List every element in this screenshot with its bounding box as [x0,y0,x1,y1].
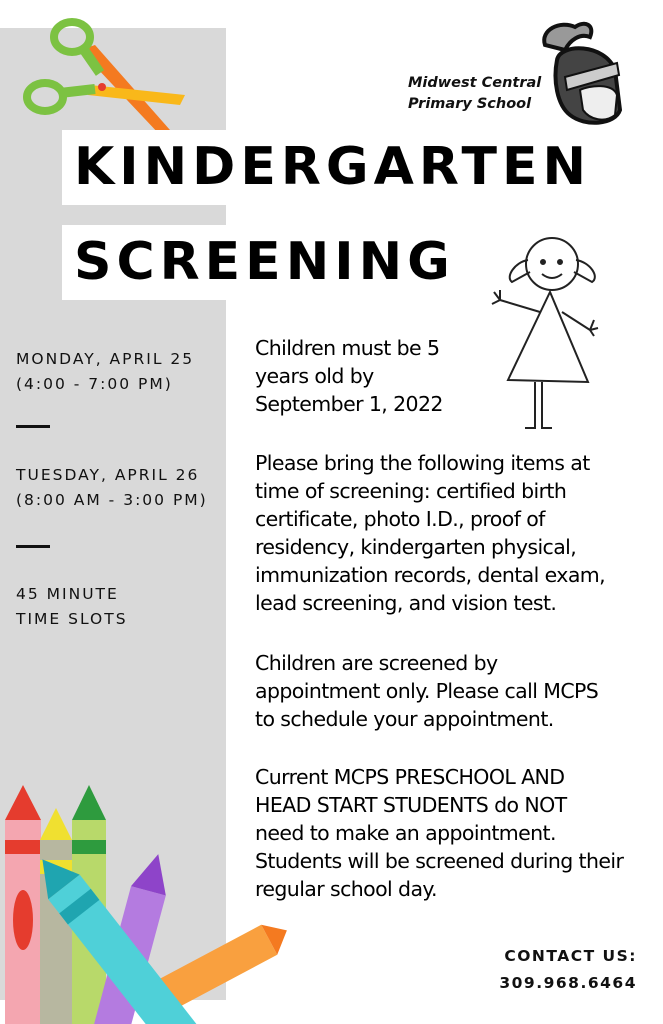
paragraph-preschool [255,763,650,903]
text-line: Students will be screened during their [255,849,624,873]
text-line: Children must be 5 [255,336,440,360]
text-line: certificate, photo I.D., proof of [255,507,545,531]
title-kindergarten: KINDERGARTEN [62,130,602,205]
knight-helmet-logo [535,15,625,130]
schedule-time: (4:00 - 7:00 PM) [16,375,173,393]
schedule-day: MONDAY, APRIL 25 [16,350,195,368]
paragraph-age [255,334,650,418]
text-line: Children are screened by [255,651,498,675]
crayons-illustration [0,780,290,1024]
text-line: years old by [255,364,374,388]
text-line: need to make an appointment. [255,821,556,845]
text-line: residency, kindergarten physical, [255,535,577,559]
contact-phone: 309.968.6464 [499,974,637,992]
text-line: immunization records, dental exam, [255,563,606,587]
scissors-icon [20,15,190,145]
text-line: to schedule your appointment. [255,707,554,731]
schedule-tuesday [16,463,208,513]
schedule-time: TIME SLOTS [16,610,128,628]
school-name-line: Primary School [408,96,532,112]
schedule-monday [16,347,194,397]
text-line: lead screening, and vision test. [255,591,557,615]
text-line: HEAD START STUDENTS do NOT [255,793,567,817]
schedule-time: (8:00 AM - 3:00 PM) [16,491,208,509]
title-screening: SCREENING [62,225,455,300]
schedule-day: 45 MINUTE [16,585,119,603]
schedule-slots [16,582,128,632]
school-name [408,73,541,115]
text-line: Please bring the following items at [255,451,590,475]
divider [16,425,50,428]
divider [16,545,50,548]
paragraph-items [255,449,650,617]
school-name-line: Midwest Central [408,75,542,91]
schedule-day: TUESDAY, APRIL 26 [16,466,200,484]
text-line: time of screening: certified birth [255,479,567,503]
paragraph-appointment [255,649,650,733]
text-line: appointment only. Please call MCPS [255,679,599,703]
text-line: September 1, 2022 [255,392,443,416]
contact-section [499,943,637,997]
text-line: regular school day. [255,877,437,901]
text-line: Current MCPS PRESCHOOL AND [255,765,565,789]
contact-label: CONTACT US: [504,947,637,965]
